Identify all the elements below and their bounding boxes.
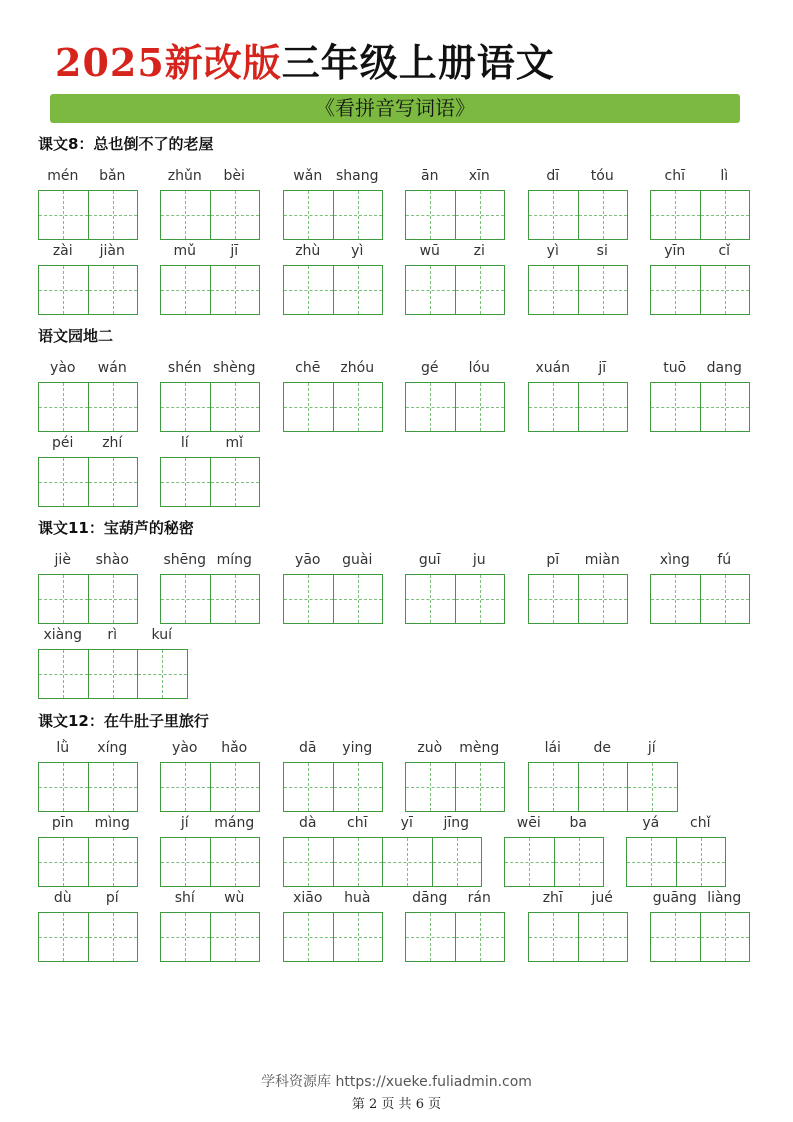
pinyin-syllable: péi bbox=[52, 435, 74, 451]
pinyin-syllable: gé bbox=[421, 360, 439, 376]
tianzige-grid bbox=[283, 382, 383, 430]
pinyin-syllable: yá bbox=[642, 815, 660, 831]
writing-cell[interactable] bbox=[283, 762, 334, 812]
tianzige-grid bbox=[38, 574, 138, 622]
writing-cell[interactable] bbox=[160, 457, 211, 507]
pinyin-syllable: wǎn bbox=[293, 168, 323, 184]
tianzige-grid bbox=[283, 837, 482, 885]
pinyin-syllable: lǜ bbox=[56, 740, 70, 756]
tianzige-grid bbox=[528, 912, 628, 960]
pinyin-syllable: jí bbox=[647, 740, 656, 756]
writing-cell[interactable] bbox=[160, 190, 211, 240]
writing-cell[interactable] bbox=[627, 762, 678, 812]
writing-cell[interactable] bbox=[333, 574, 384, 624]
writing-cell[interactable] bbox=[650, 574, 701, 624]
pinyin-syllable: lí bbox=[180, 435, 189, 451]
pinyin-syllable: rán bbox=[467, 890, 491, 906]
writing-cell[interactable] bbox=[578, 382, 629, 432]
writing-cell[interactable] bbox=[405, 912, 456, 962]
pinyin-syllable: huà bbox=[344, 890, 371, 906]
pinyin-syllable: mìng bbox=[94, 815, 130, 831]
writing-cell[interactable] bbox=[333, 912, 384, 962]
pinyin-syllable: yāo bbox=[295, 552, 321, 568]
pinyin-syllable: yào bbox=[50, 360, 76, 376]
writing-cell[interactable] bbox=[88, 762, 139, 812]
writing-cell[interactable] bbox=[455, 762, 506, 812]
tianzige-grid bbox=[626, 837, 726, 885]
writing-cell[interactable] bbox=[700, 574, 751, 624]
pinyin-syllable: xìng bbox=[659, 552, 690, 568]
writing-cell[interactable] bbox=[283, 190, 334, 240]
tianzige-grid bbox=[650, 382, 750, 430]
pinyin-syllable: shēng bbox=[163, 552, 207, 568]
writing-cell[interactable] bbox=[38, 762, 89, 812]
pinyin-syllable: xíng bbox=[97, 740, 128, 756]
pinyin-syllable: jī bbox=[598, 360, 607, 376]
pinyin-syllable: míng bbox=[216, 552, 252, 568]
pinyin-syllable: pī bbox=[546, 552, 560, 568]
tianzige-grid bbox=[405, 190, 505, 238]
writing-cell[interactable] bbox=[578, 912, 629, 962]
writing-cell[interactable] bbox=[333, 265, 384, 315]
writing-cell[interactable] bbox=[700, 190, 751, 240]
pinyin-syllable: ying bbox=[342, 740, 373, 756]
tianzige-grid bbox=[160, 574, 260, 622]
tianzige-grid bbox=[38, 382, 138, 430]
writing-cell[interactable] bbox=[38, 649, 89, 699]
tianzige-grid bbox=[160, 457, 260, 505]
tianzige-grid bbox=[528, 265, 628, 313]
section-title: 课文12：在牛肚子里旅行 bbox=[38, 712, 209, 730]
tianzige-grid bbox=[528, 574, 628, 622]
writing-cell[interactable] bbox=[333, 762, 384, 812]
pinyin-syllable: lóu bbox=[468, 360, 490, 376]
writing-cell[interactable] bbox=[283, 912, 334, 962]
pinyin-syllable: chī bbox=[664, 168, 685, 184]
writing-cell[interactable] bbox=[88, 574, 139, 624]
writing-cell[interactable] bbox=[626, 837, 677, 887]
pinyin-syllable: lái bbox=[544, 740, 561, 756]
writing-cell[interactable] bbox=[528, 762, 579, 812]
pinyin-syllable: jué bbox=[591, 890, 613, 906]
tianzige-grid bbox=[160, 382, 260, 430]
tianzige-grid bbox=[38, 912, 138, 960]
writing-cell[interactable] bbox=[650, 265, 701, 315]
writing-cell[interactable] bbox=[528, 382, 579, 432]
writing-cell[interactable] bbox=[38, 382, 89, 432]
section-title: 课文11：宝葫芦的秘密 bbox=[38, 519, 194, 537]
pinyin-syllable: zhóu bbox=[340, 360, 375, 376]
pinyin-syllable: zi bbox=[473, 243, 485, 259]
pinyin-syllable: ju bbox=[472, 552, 486, 568]
writing-cell[interactable] bbox=[88, 912, 139, 962]
writing-cell[interactable] bbox=[210, 837, 261, 887]
pinyin-syllable: yào bbox=[172, 740, 198, 756]
writing-cell[interactable] bbox=[528, 574, 579, 624]
tianzige-grid bbox=[160, 837, 260, 885]
pinyin-syllable: dang bbox=[706, 360, 742, 376]
pinyin-syllable: xuán bbox=[535, 360, 571, 376]
writing-cell[interactable] bbox=[528, 912, 579, 962]
pinyin-syllable: zhī bbox=[542, 890, 563, 906]
tianzige-grid bbox=[38, 837, 138, 885]
pinyin-syllable: shén bbox=[167, 360, 202, 376]
pinyin-syllable: mén bbox=[47, 168, 79, 184]
writing-cell[interactable] bbox=[650, 912, 701, 962]
writing-cell[interactable] bbox=[38, 190, 89, 240]
pinyin-syllable: xiāo bbox=[293, 890, 323, 906]
tianzige-grid bbox=[38, 265, 138, 313]
pinyin-syllable: shèng bbox=[212, 360, 256, 376]
footer-page-number: 第 2 页 共 6 页 bbox=[351, 1097, 442, 1112]
pinyin-syllable: dā bbox=[299, 740, 317, 756]
writing-cell[interactable] bbox=[210, 912, 261, 962]
writing-cell[interactable] bbox=[455, 265, 506, 315]
writing-cell[interactable] bbox=[137, 649, 188, 699]
pinyin-syllable: chē bbox=[295, 360, 321, 376]
tianzige-grid bbox=[650, 265, 750, 313]
pinyin-syllable: liàng bbox=[707, 890, 742, 906]
writing-cell[interactable] bbox=[160, 912, 211, 962]
writing-cell[interactable] bbox=[578, 190, 629, 240]
pinyin-syllable: hǎo bbox=[221, 740, 248, 756]
pinyin-syllable: zuò bbox=[417, 740, 443, 756]
writing-cell[interactable] bbox=[382, 837, 433, 887]
writing-cell[interactable] bbox=[210, 457, 261, 507]
writing-cell[interactable] bbox=[210, 382, 261, 432]
pinyin-syllable: tuō bbox=[663, 360, 687, 376]
tianzige-grid bbox=[650, 574, 750, 622]
tianzige-grid bbox=[283, 912, 383, 960]
pinyin-syllable: dāng bbox=[412, 890, 448, 906]
writing-cell[interactable] bbox=[88, 382, 139, 432]
writing-cell[interactable] bbox=[88, 265, 139, 315]
pinyin-syllable: mèng bbox=[459, 740, 500, 756]
tianzige-grid bbox=[283, 265, 383, 313]
writing-cell[interactable] bbox=[160, 382, 211, 432]
writing-cell[interactable] bbox=[88, 837, 139, 887]
writing-cell[interactable] bbox=[455, 382, 506, 432]
writing-cell[interactable] bbox=[160, 837, 211, 887]
writing-cell[interactable] bbox=[160, 265, 211, 315]
pinyin-syllable: wù bbox=[224, 890, 245, 906]
writing-cell[interactable] bbox=[455, 574, 506, 624]
tianzige-grid bbox=[405, 762, 505, 810]
pinyin-syllable: wēi bbox=[516, 815, 541, 831]
writing-cell[interactable] bbox=[333, 837, 384, 887]
pinyin-syllable: chǐ bbox=[690, 815, 711, 831]
writing-cell[interactable] bbox=[578, 762, 629, 812]
pinyin-syllable: zhí bbox=[102, 435, 123, 451]
pinyin-syllable: yì bbox=[351, 243, 364, 259]
writing-cell[interactable] bbox=[504, 837, 555, 887]
pinyin-syllable: dà bbox=[299, 815, 317, 831]
pinyin-syllable: jiè bbox=[54, 552, 71, 568]
writing-cell[interactable] bbox=[405, 762, 456, 812]
pinyin-syllable: cǐ bbox=[718, 243, 731, 259]
tianzige-grid bbox=[405, 265, 505, 313]
writing-cell[interactable] bbox=[38, 457, 89, 507]
writing-cell[interactable] bbox=[578, 265, 629, 315]
writing-cell[interactable] bbox=[578, 574, 629, 624]
tianzige-grid bbox=[405, 382, 505, 430]
pinyin-syllable: pí bbox=[105, 890, 119, 906]
title-subject-part: 三年级上册语文 bbox=[281, 40, 555, 85]
pinyin-syllable: ba bbox=[569, 815, 587, 831]
pinyin-syllable: yī bbox=[400, 815, 413, 831]
pinyin-syllable: xīn bbox=[468, 168, 490, 184]
writing-cell[interactable] bbox=[88, 457, 139, 507]
pinyin-syllable: shí bbox=[174, 890, 195, 906]
pinyin-syllable: zài bbox=[52, 243, 73, 259]
writing-cell[interactable] bbox=[283, 837, 334, 887]
writing-cell[interactable] bbox=[700, 912, 751, 962]
tianzige-grid bbox=[650, 190, 750, 238]
writing-cell[interactable] bbox=[405, 265, 456, 315]
worksheet-banner: 《看拼音写词语》 bbox=[50, 94, 740, 123]
pinyin-syllable: fú bbox=[717, 552, 732, 568]
tianzige-grid bbox=[38, 457, 138, 505]
pinyin-syllable: dù bbox=[53, 890, 72, 906]
writing-cell[interactable] bbox=[283, 382, 334, 432]
tianzige-grid bbox=[160, 190, 260, 238]
pinyin-syllable: de bbox=[593, 740, 611, 756]
document-title bbox=[55, 38, 555, 88]
writing-cell[interactable] bbox=[210, 265, 261, 315]
tianzige-grid bbox=[160, 912, 260, 960]
pinyin-syllable: jiàn bbox=[99, 243, 125, 259]
writing-cell[interactable] bbox=[405, 574, 456, 624]
pinyin-syllable: zhǔn bbox=[167, 168, 202, 184]
pinyin-syllable: shang bbox=[335, 168, 379, 184]
pinyin-syllable: wán bbox=[97, 360, 127, 376]
writing-cell[interactable] bbox=[210, 762, 261, 812]
tianzige-grid bbox=[405, 574, 505, 622]
writing-cell[interactable] bbox=[700, 265, 751, 315]
pinyin-syllable: shào bbox=[95, 552, 129, 568]
writing-cell[interactable] bbox=[528, 265, 579, 315]
writing-cell[interactable] bbox=[38, 265, 89, 315]
tianzige-grid bbox=[528, 762, 678, 810]
writing-cell[interactable] bbox=[676, 837, 727, 887]
tianzige-grid bbox=[283, 762, 383, 810]
writing-cell[interactable] bbox=[405, 382, 456, 432]
pinyin-syllable: jī bbox=[230, 243, 239, 259]
tianzige-grid bbox=[38, 762, 138, 810]
pinyin-syllable: jīng bbox=[443, 815, 470, 831]
tianzige-grid bbox=[650, 912, 750, 960]
writing-cell[interactable] bbox=[432, 837, 483, 887]
pinyin-syllable: bǎn bbox=[99, 168, 126, 184]
tianzige-grid bbox=[528, 190, 628, 238]
section-title: 课文8：总也倒不了的老屋 bbox=[38, 135, 214, 153]
writing-cell[interactable] bbox=[650, 382, 701, 432]
writing-cell[interactable] bbox=[455, 190, 506, 240]
pinyin-syllable: guāng bbox=[652, 890, 697, 906]
writing-cell[interactable] bbox=[88, 649, 139, 699]
pinyin-syllable: ān bbox=[421, 168, 439, 184]
writing-cell[interactable] bbox=[455, 912, 506, 962]
tianzige-grid bbox=[283, 574, 383, 622]
writing-cell[interactable] bbox=[333, 382, 384, 432]
pinyin-syllable: yì bbox=[546, 243, 559, 259]
footer-site: 学科资源库 https://xueke.fuliadmin.com bbox=[261, 1074, 532, 1090]
tianzige-grid bbox=[38, 649, 188, 697]
tianzige-grid bbox=[528, 382, 628, 430]
pinyin-syllable: pīn bbox=[51, 815, 74, 831]
writing-cell[interactable] bbox=[160, 762, 211, 812]
pinyin-syllable: jí bbox=[180, 815, 189, 831]
tianzige-grid bbox=[160, 265, 260, 313]
writing-cell[interactable] bbox=[38, 574, 89, 624]
tianzige-grid bbox=[160, 762, 260, 810]
writing-cell[interactable] bbox=[210, 190, 261, 240]
pinyin-syllable: guī bbox=[418, 552, 441, 568]
writing-cell[interactable] bbox=[650, 190, 701, 240]
pinyin-syllable: zhù bbox=[295, 243, 321, 259]
pinyin-syllable: rì bbox=[107, 627, 118, 643]
writing-cell[interactable] bbox=[283, 265, 334, 315]
pinyin-syllable: xiàng bbox=[43, 627, 82, 643]
writing-cell[interactable] bbox=[333, 190, 384, 240]
writing-cell[interactable] bbox=[38, 837, 89, 887]
pinyin-syllable: si bbox=[596, 243, 608, 259]
writing-cell[interactable] bbox=[554, 837, 605, 887]
writing-cell[interactable] bbox=[283, 574, 334, 624]
pinyin-syllable: yīn bbox=[664, 243, 686, 259]
pinyin-syllable: lì bbox=[720, 168, 729, 184]
pinyin-syllable: dī bbox=[546, 168, 560, 184]
pinyin-syllable: máng bbox=[214, 815, 255, 831]
tianzige-grid bbox=[405, 912, 505, 960]
tianzige-grid bbox=[504, 837, 604, 885]
pinyin-syllable: chī bbox=[347, 815, 368, 831]
pinyin-syllable: mǔ bbox=[173, 243, 196, 259]
pinyin-syllable: bèi bbox=[223, 168, 245, 184]
pinyin-syllable: tóu bbox=[590, 168, 614, 184]
pinyin-syllable: wū bbox=[419, 243, 440, 259]
pinyin-syllable: miàn bbox=[584, 552, 620, 568]
tianzige-grid bbox=[283, 190, 383, 238]
title-year-part: 2025新改版 bbox=[55, 40, 282, 85]
section-title: 语文园地二 bbox=[38, 327, 114, 345]
writing-cell[interactable] bbox=[38, 912, 89, 962]
writing-cell[interactable] bbox=[528, 190, 579, 240]
writing-cell[interactable] bbox=[88, 190, 139, 240]
tianzige-grid bbox=[38, 190, 138, 238]
writing-cell[interactable] bbox=[405, 190, 456, 240]
writing-cell[interactable] bbox=[700, 382, 751, 432]
writing-cell[interactable] bbox=[160, 574, 211, 624]
writing-cell[interactable] bbox=[210, 574, 261, 624]
pinyin-syllable: kuí bbox=[151, 627, 172, 643]
pinyin-syllable: mǐ bbox=[225, 435, 244, 451]
pinyin-syllable: guài bbox=[342, 552, 373, 568]
